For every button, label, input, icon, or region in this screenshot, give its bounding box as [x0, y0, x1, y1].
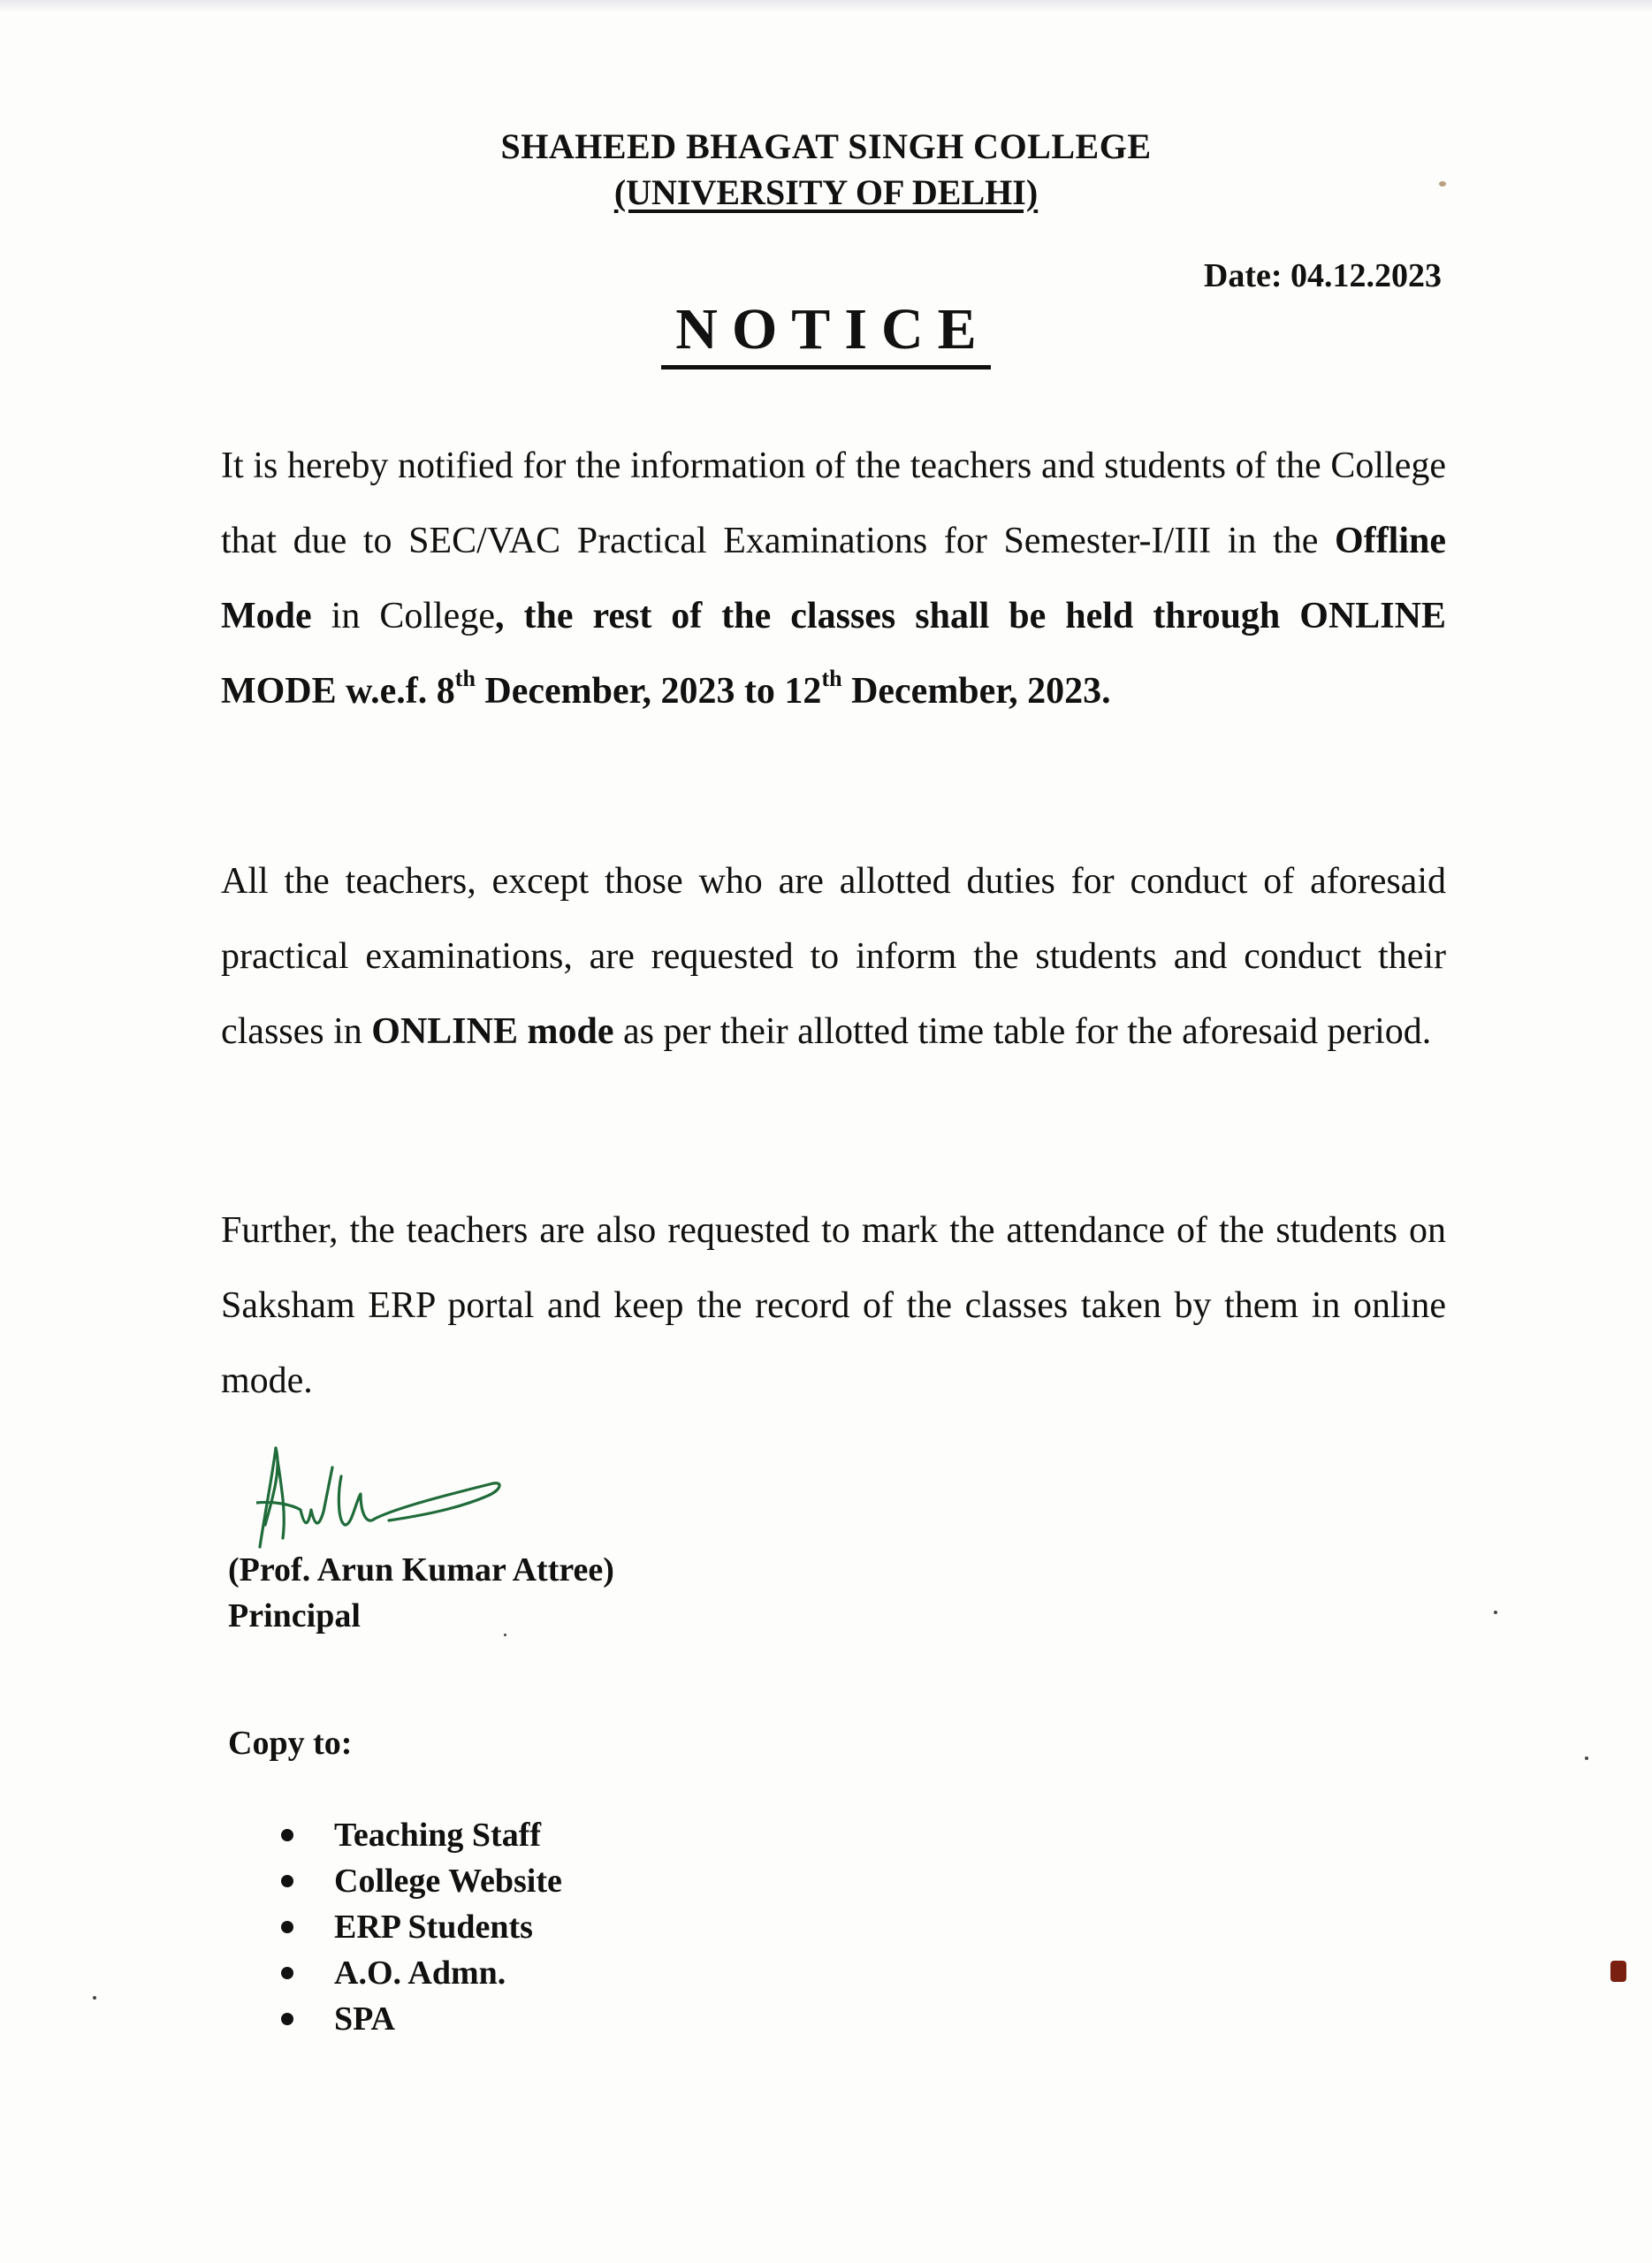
signatory-block	[228, 1547, 614, 1639]
p2-text-1: All the teachers, except those who are allotted duties for conduct of aforesaid practical examinations, are requested to inform the students and conduct their classes in	[221, 861, 1446, 1052]
scan-speck	[1585, 1756, 1588, 1760]
scan-speck	[1494, 1611, 1497, 1614]
bullet-icon	[281, 1875, 293, 1887]
bullet-icon	[281, 1967, 293, 1979]
paragraph-3: Further, the teachers are also requested to mark the attendance of the students on Saksham ERP portal and keep the record of the classes taken by them in online mode.	[221, 1210, 1446, 1401]
p2-bold-1: ONLINE mode	[371, 1011, 614, 1052]
copy-to-item: Teaching Staff	[334, 1817, 542, 1854]
scan-speck	[504, 1634, 506, 1636]
letterhead	[0, 124, 1652, 216]
p1-bold-3: December, 2023 to 12	[475, 671, 822, 712]
list-item	[281, 1858, 562, 1904]
university-name: (UNIVERSITY OF DELHI)	[613, 172, 1039, 212]
paragraph-1	[221, 429, 1446, 729]
list-item	[281, 1812, 562, 1858]
scan-speck	[93, 1996, 96, 2000]
copy-to-item: A.O. Admn.	[334, 1954, 506, 1992]
notice-date: Date: 04.12.2023	[1203, 257, 1442, 294]
notice-title	[0, 296, 1652, 370]
signatory-name: (Prof. Arun Kumar Attree)	[228, 1551, 614, 1589]
p1-sup-1: th	[454, 666, 476, 691]
list-item	[281, 1904, 562, 1950]
copy-to-item: SPA	[334, 2000, 395, 2038]
p1-text-1: It is hereby notified for the information of the teachers and students of the College that due to SEC/VAC Practical Examinations for Semester-I/III in the	[221, 446, 1446, 561]
signatory-designation: Principal	[228, 1597, 361, 1634]
p1-bold-4: December, 2023.	[841, 671, 1111, 712]
p1-bold-2: , the rest of the classes shall be held through ONLINE MODE w.e.f. 8	[221, 596, 1446, 712]
college-name: SHAHEED BHAGAT SINGH COLLEGE	[500, 126, 1152, 166]
paragraph-2	[221, 844, 1446, 1070]
bullet-icon	[281, 1829, 293, 1841]
list-item	[281, 1996, 562, 2042]
scan-edge	[0, 0, 1652, 12]
copy-to-item: ERP Students	[334, 1909, 533, 1946]
p1-sup-2: th	[821, 666, 842, 691]
p2-text-2: as per their allotted time table for the aforesaid period.	[613, 1011, 1432, 1052]
bullet-icon	[281, 1921, 293, 1933]
p1-text-2: in College	[311, 596, 495, 636]
copy-to-label: Copy to:	[228, 1725, 353, 1762]
notice-title-text: NOTICE	[661, 296, 990, 370]
scan-speck	[1610, 1961, 1626, 1982]
p1-bold-1: Offline Mode	[221, 521, 1446, 636]
copy-to-item: College Website	[334, 1863, 562, 1900]
bullet-icon	[281, 2013, 293, 2025]
scan-speck	[1439, 181, 1446, 187]
copy-to-list	[281, 1812, 562, 2042]
signature	[256, 1441, 539, 1556]
list-item	[281, 1950, 562, 1996]
